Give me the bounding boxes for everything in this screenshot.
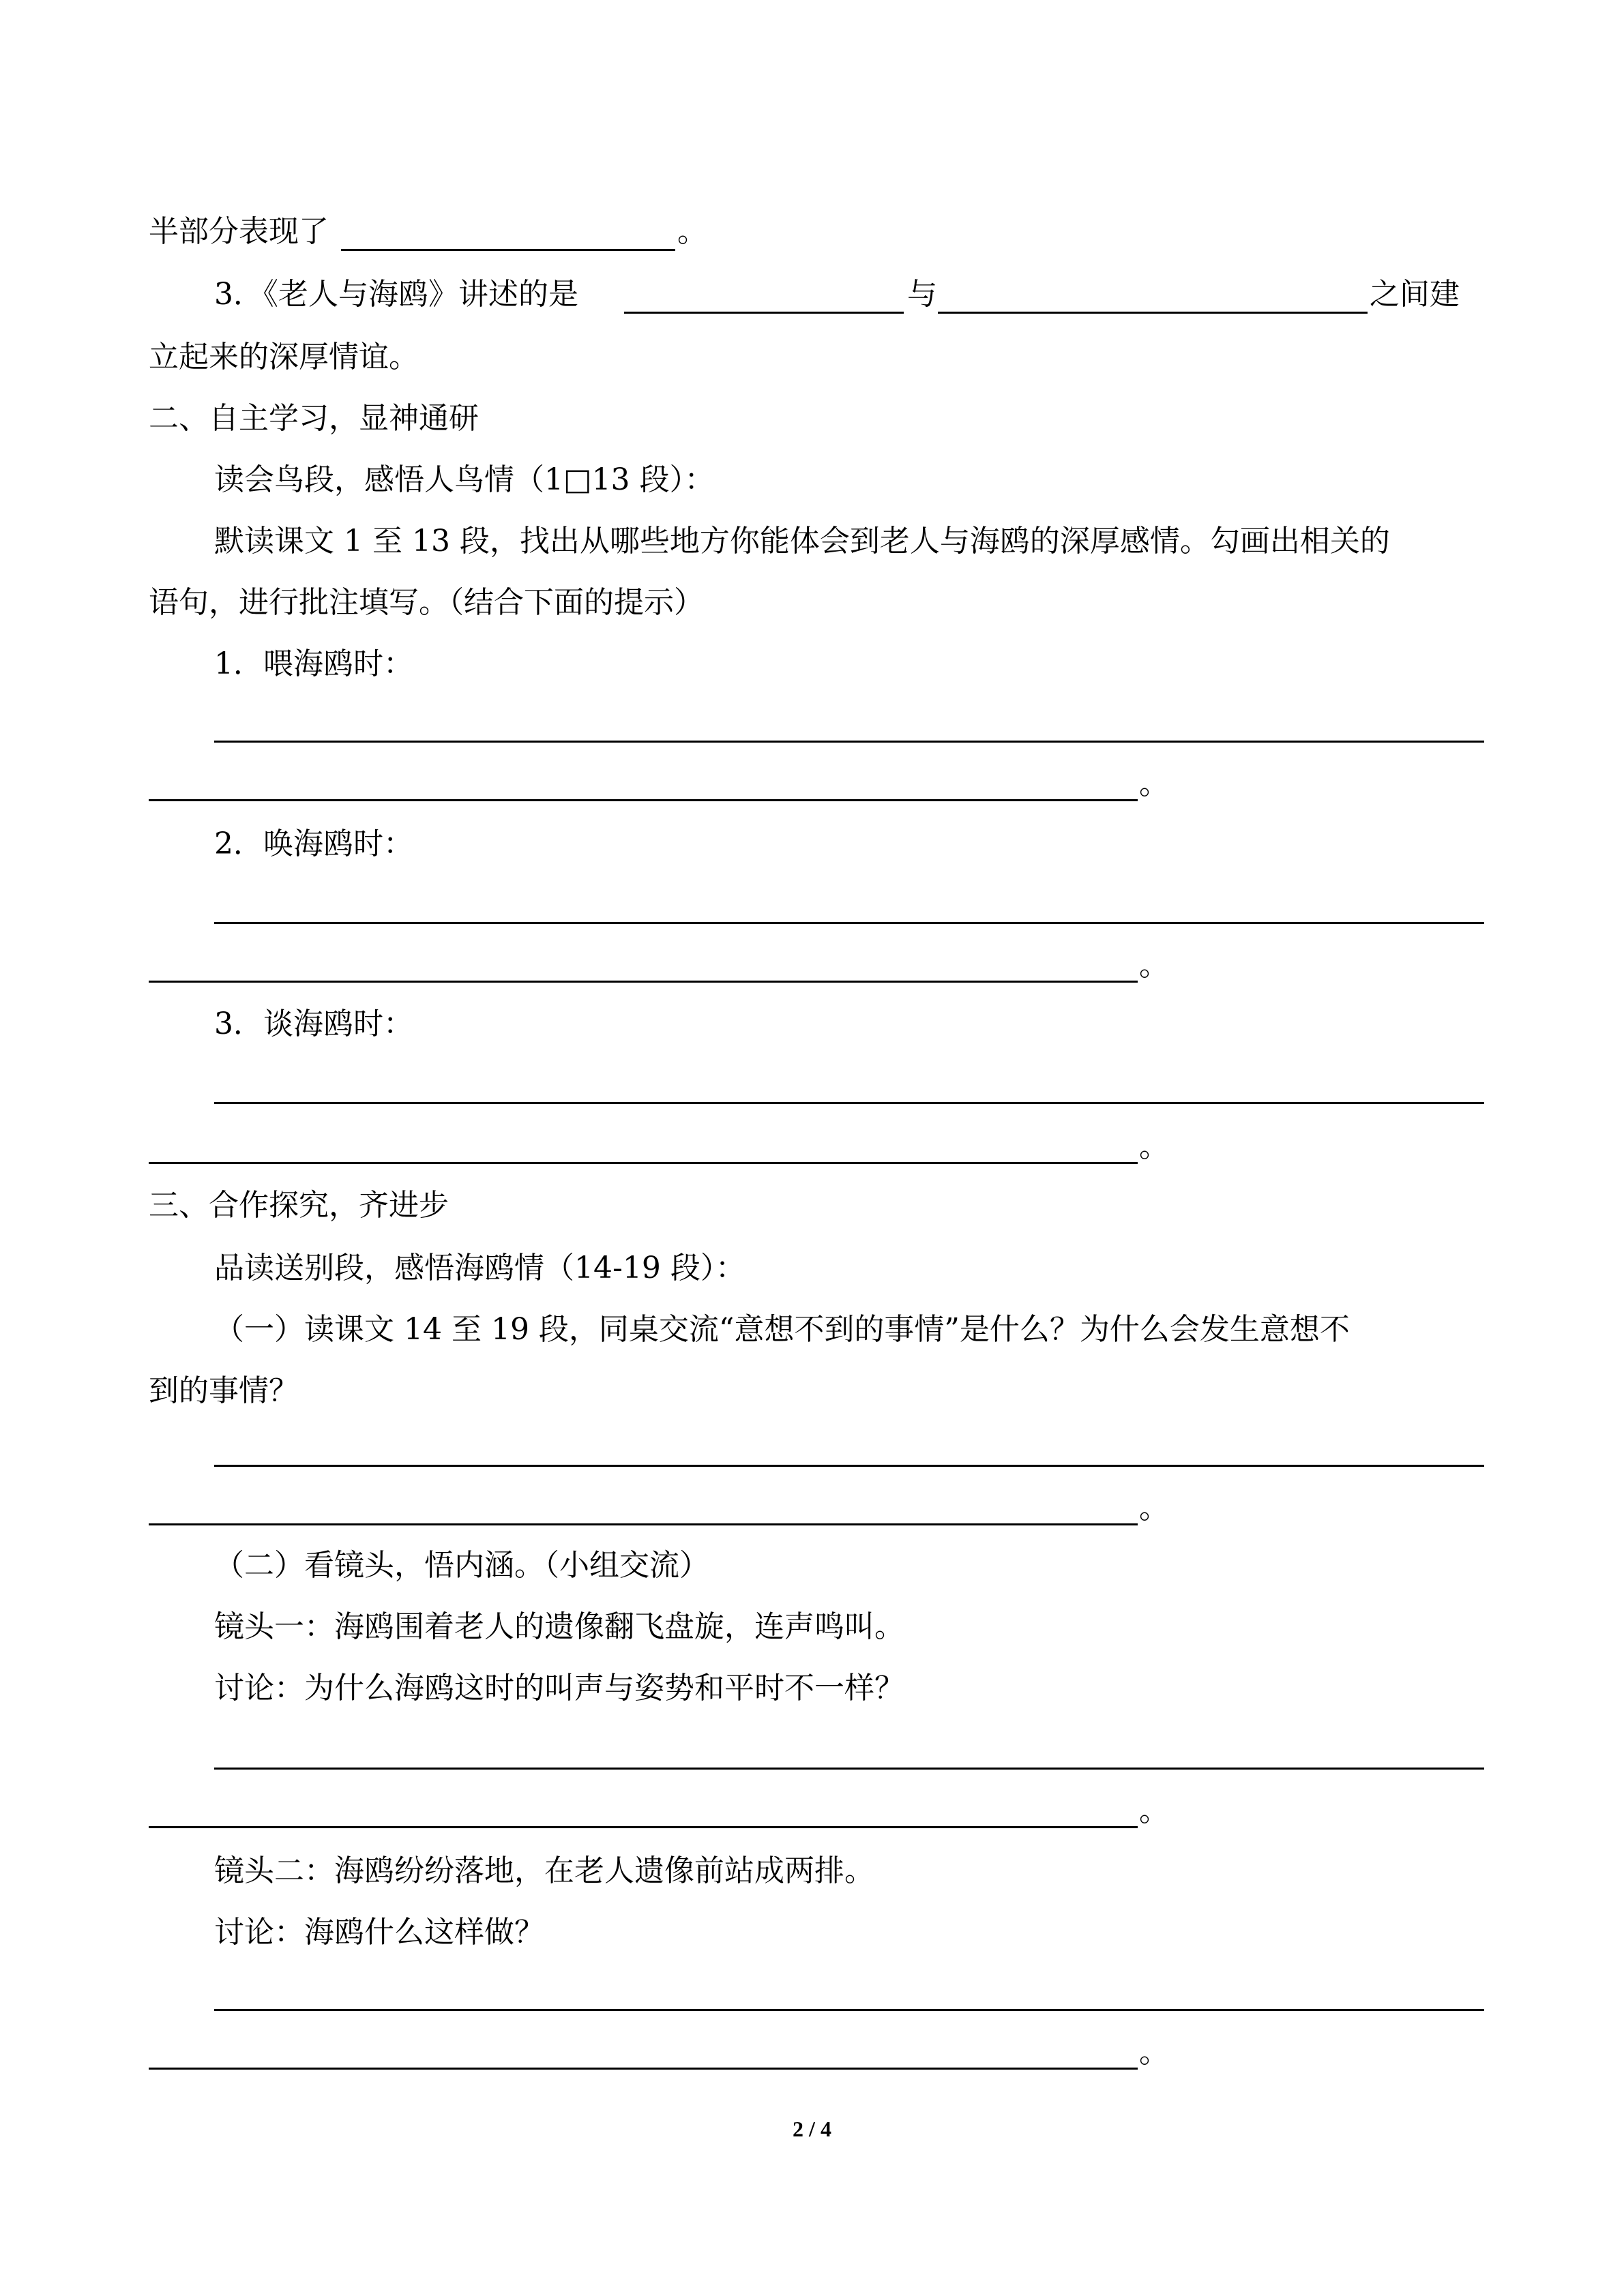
page-number: 2 / 4 — [793, 2117, 831, 2141]
task-1-line-2: 到的事情？ — [149, 1373, 299, 1408]
period-mark: 。 — [1139, 1793, 1169, 1828]
answer-line[interactable] — [149, 799, 1138, 801]
period-mark: 。 — [1139, 2035, 1169, 2070]
prompt-call-gulls: 2．唤海鸥时： — [214, 826, 413, 861]
answer-line[interactable] — [214, 741, 1484, 743]
task-1-line-1: （一）读课文 14 至 19 段，同桌交流“意想不到的事情”是什么？为什么会发生意想不 — [214, 1312, 1350, 1347]
answer-line[interactable] — [214, 1768, 1484, 1770]
question-3-end: 之间建 — [1370, 277, 1460, 312]
question-3-mid: 与 — [907, 277, 937, 312]
discussion-2: 讨论：海鸥什么这样做？ — [214, 1915, 544, 1950]
answer-line[interactable] — [214, 1102, 1484, 1104]
answer-line[interactable] — [214, 922, 1484, 924]
answer-line[interactable] — [214, 1465, 1484, 1467]
text-line-3: 立起来的深厚情谊。 — [149, 340, 419, 374]
answer-blank[interactable] — [624, 312, 904, 314]
answer-line[interactable] — [149, 1162, 1138, 1164]
subsection-1: 读会鸟段，感悟人鸟情（1□13 段）： — [214, 462, 715, 497]
subsection-2: 品读送别段，感悟海鸥情（14-19 段）： — [214, 1251, 745, 1285]
answer-line[interactable] — [214, 2009, 1484, 2011]
shot-1: 镜头一：海鸥围着老人的遗像翻飞盘旋，连声鸣叫。 — [214, 1609, 904, 1644]
task-2-heading: （二）看镜头，悟内涵。（小组交流） — [214, 1548, 709, 1583]
instruction-line-1: 默读课文 1 至 13 段，找出从哪些地方你能体会到老人与海鸥的深厚感情。勾画出相关的 — [214, 524, 1390, 558]
text-line-1: 半部分表现了 — [149, 214, 329, 249]
section-3-heading: 三、合作探究，齐进步 — [149, 1188, 449, 1223]
period-mark: 。 — [1139, 1129, 1169, 1164]
prompt-talk-gulls: 3．谈海鸥时： — [214, 1007, 413, 1041]
answer-blank[interactable] — [341, 249, 675, 251]
question-3: 3．《老人与海鸥》讲述的是 — [214, 277, 578, 312]
answer-line[interactable] — [149, 1826, 1138, 1828]
period-mark: 。 — [677, 214, 707, 249]
answer-line[interactable] — [149, 1523, 1138, 1525]
section-2-heading: 二、自主学习，显神通研 — [149, 401, 479, 436]
period-mark: 。 — [1139, 948, 1169, 983]
shot-2: 镜头二：海鸥纷纷落地，在老人遗像前站成两排。 — [214, 1853, 874, 1888]
answer-line[interactable] — [149, 981, 1138, 983]
answer-blank[interactable] — [938, 312, 1368, 314]
discussion-1: 讨论：为什么海鸥这时的叫声与姿势和平时不一样？ — [214, 1671, 904, 1705]
prompt-feed-gulls: 1．喂海鸥时： — [214, 646, 413, 681]
answer-line[interactable] — [149, 2068, 1138, 2070]
period-mark: 。 — [1139, 1491, 1169, 1525]
instruction-line-2: 语句，进行批注填写。（结合下面的提示） — [149, 585, 704, 620]
period-mark: 。 — [1139, 766, 1169, 801]
